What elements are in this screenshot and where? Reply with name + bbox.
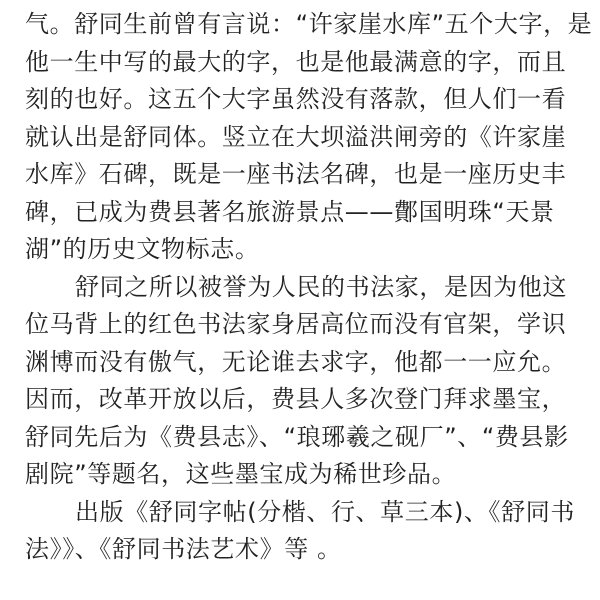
text-line: 舒同先后为《费县志》、“琅琊羲之砚厂”、“费县影 (25, 422, 569, 451)
text-line: 就认出是舒同体。竖立在大坝溢洪闸旁的《许家崖 (25, 122, 567, 151)
text-line: 剧院”等题名，这些墨宝成为稀世珍品。 (25, 460, 457, 488)
article-text (25, 6, 593, 569)
text-line: 水库》石碑，既是一座书法名碑，也是一座历史丰 (25, 160, 567, 188)
text-line: 法》》、《舒同书法艺术》等 。 (25, 535, 342, 563)
paragraph-start-line: 出版《舒同字帖(分楷、行、草三本)、《舒同书 (75, 497, 575, 526)
text-line: 渊博而没有傲气，无论谁去求字，他都一一应允。 (25, 347, 567, 376)
paragraph-start-line: 舒同之所以被誉为人民的书法家，是因为他这 (75, 272, 567, 301)
text-line: 位马背上的红色书法家身居高位而没有官架，学识 (25, 310, 567, 338)
text-line: 气。舒同生前曾有言说：“许家崖水库”五个大字，是 (25, 10, 593, 38)
text-line: 因而，改革开放以后，费县人多次登门拜求墨宝， (25, 385, 567, 413)
text-line: 他一生中写的最大的字，也是他最满意的字，而且 (25, 47, 567, 76)
text-line: 刻的也好。这五个大字虽然没有落款，但人们一看 (25, 85, 567, 113)
text-line: 湖”的历史文物标志。 (25, 235, 260, 263)
text-line: 碑，已成为费县著名旅游景点——鄪国明珠“天景 (25, 197, 555, 226)
